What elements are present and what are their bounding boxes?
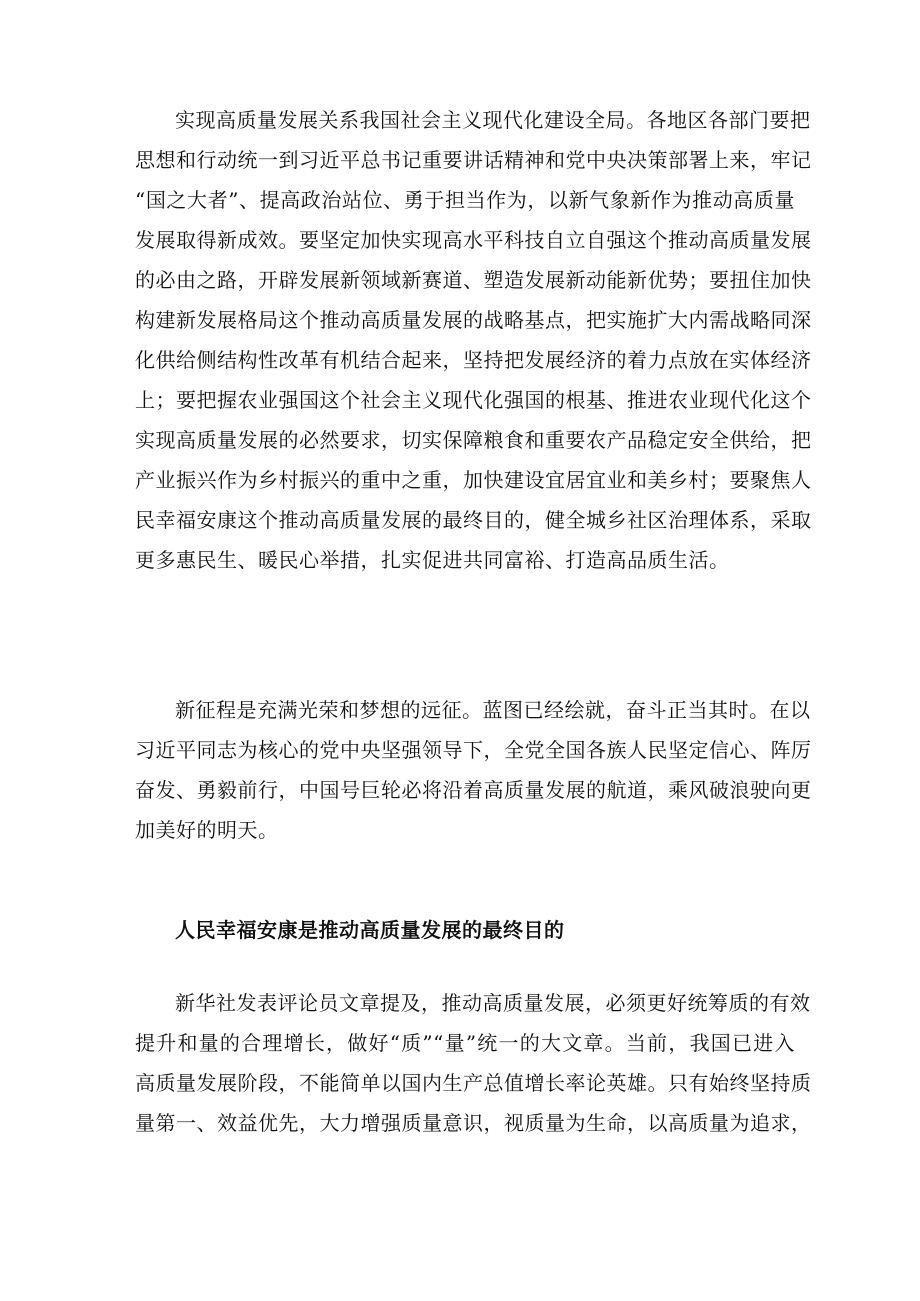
text-line: 高质量发展阶段，不能简单以国内生产总值增长率论英雄。只有始终坚持质 <box>135 1071 812 1095</box>
text-line: 更多惠民生、暖民心举措，扎实促进共同富裕、打造高品质生活。 <box>135 548 730 572</box>
text-line: 思想和行动统一到习近平总书记重要讲话精神和党中央决策部署上来，牢记 <box>135 148 812 172</box>
text-line: 上；要把握农业强国这个社会主义现代化强国的根基、推进农业现代化这个 <box>135 388 812 412</box>
text-line: 习近平同志为核心的党中央坚强领导下，全党全国各族人民坚定信心、阵厉 <box>135 738 812 762</box>
text-line: 加美好的明天。 <box>135 818 279 842</box>
section-heading: 人民幸福安康是推动高质量发展的最终目的 <box>175 918 565 942</box>
paragraph-1 <box>135 100 812 580</box>
text-line: 的必由之路，开辟发展新领域新赛道、塑造发展新动能新优势；要扭住加快 <box>135 268 812 292</box>
text-line: 产业振兴作为乡村振兴的重中之重，加快建设宜居宜业和美乡村；要聚焦人 <box>135 468 812 492</box>
text-line: 新征程是充满光荣和梦想的远征。蓝图已经绘就，奋斗正当其时。在以 <box>175 698 811 722</box>
text-line: 新华社发表评论员文章提及，推动高质量发展，必须更好统筹质的有效 <box>175 991 811 1015</box>
paragraph-3 <box>135 983 812 1143</box>
text-line: 发展取得新成效。要坚定加快实现高水平科技自立自强这个推动高质量发展 <box>135 228 812 252</box>
text-line: 民幸福安康这个推动高质量发展的最终目的，健全城乡社区治理体系，采取 <box>135 508 812 532</box>
text-line: “国之大者”、提高政治站位、勇于担当作为，以新气象新作为推动高质量 <box>135 188 795 212</box>
text-line: 提升和量的合理增长，做好“质”“量”统一的大文章。当前，我国已进入 <box>135 1031 795 1055</box>
text-line: 构建新发展格局这个推动高质量发展的战略基点，把实施扩大内需战略同深 <box>135 308 812 332</box>
text-line: 化供给侧结构性改革有机结合起来，坚持把发展经济的着力点放在实体经济 <box>135 348 812 372</box>
text-line: 实现高质量发展的必然要求，切实保障粮食和重要农产品稳定安全供给，把 <box>135 428 812 452</box>
text-line: 量第一、效益优先，大力增强质量意识，视质量为生命，以高质量为追求， <box>135 1111 812 1135</box>
text-line: 奋发、勇毅前行，中国号巨轮必将沿着高质量发展的航道，乘风破浪驶向更 <box>135 778 812 802</box>
paragraph-2 <box>135 690 812 850</box>
text-line: 实现高质量发展关系我国社会主义现代化建设全局。各地区各部门要把 <box>175 108 811 132</box>
